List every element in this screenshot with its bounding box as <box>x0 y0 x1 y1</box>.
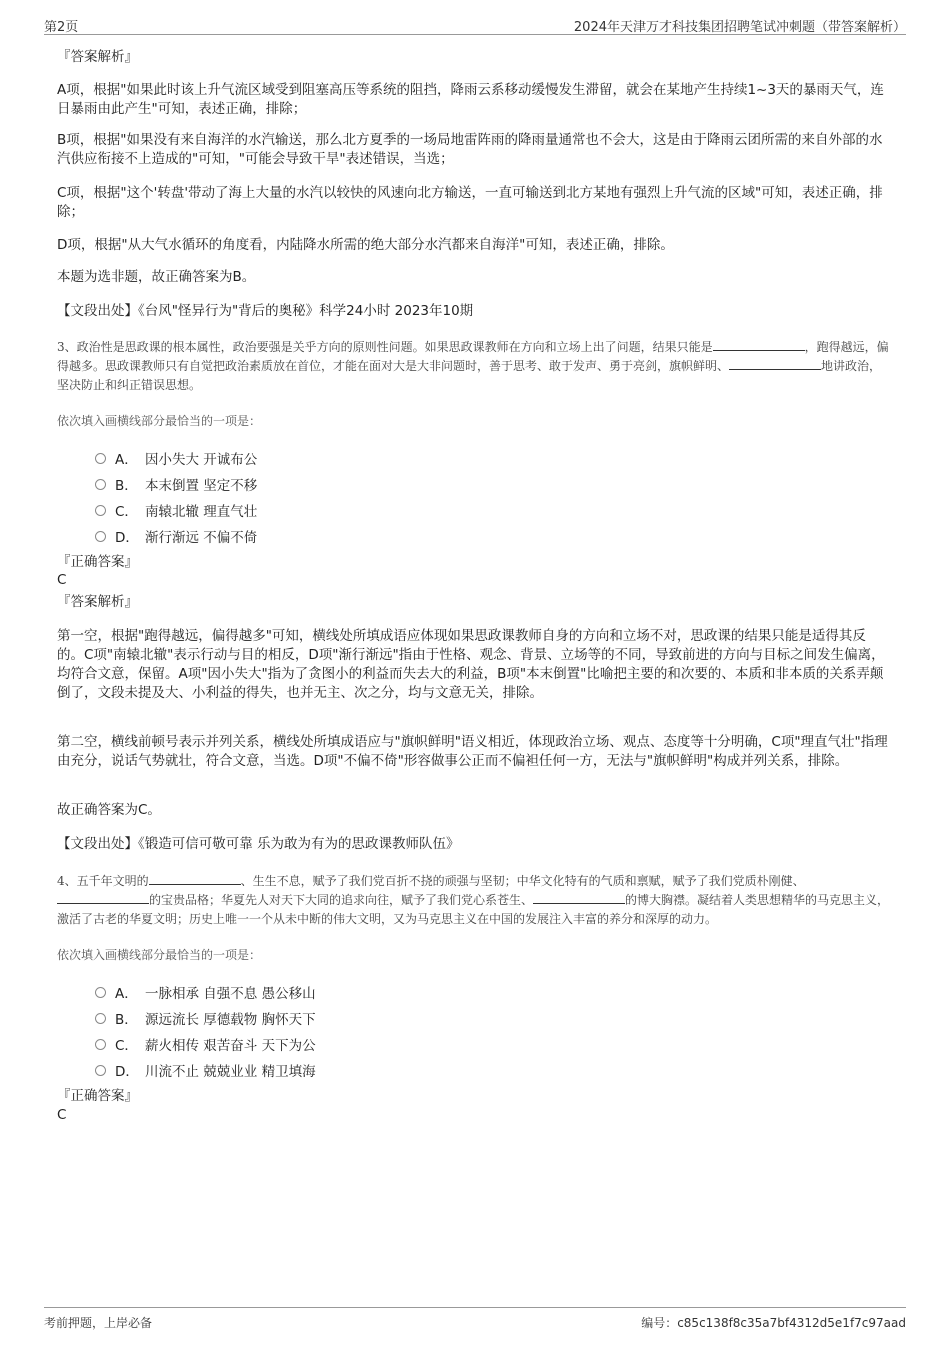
document-title: 2024年天津万才科技集团招聘笔试冲刺题（带答案解析） <box>573 20 906 35</box>
q3-blank-2 <box>729 357 821 370</box>
q2-conclusion: 本题为选非题，故正确答案为B。 <box>57 269 256 285</box>
q3-answer: C <box>57 572 67 588</box>
q3-blank-1 <box>713 338 805 351</box>
q2-analysis-d: D项，根据"从大气水循环的角度看，内陆降水所需的绝大部分水汽都来自海洋"可知，表述正确，排除。 <box>57 237 674 253</box>
radio-icon[interactable] <box>95 531 106 542</box>
q3-stem: 3、政治性是思政课的根本属性，政治要强是关乎方向的原则性问题。如果思政课教师在方向和立场上出了问题，结果只能是 ，跑得越远，偏得越多。思政课教师只有自觉把政治素质放在首位，才能在面对大是大非问题时，善于思考、敢于发声、勇于亮剑，旗帜鲜明、 地讲政治，坚决防止和纠正错误思想。 <box>57 340 889 392</box>
radio-icon[interactable] <box>95 1013 106 1024</box>
q3-source: 【文段出处】《锻造可信可敬可靠 乐为敢为有为的思政课教师队伍》 <box>57 836 460 852</box>
radio-icon[interactable] <box>95 1039 106 1050</box>
q3-prompt: 依次填入画横线部分最恰当的一项是： <box>57 414 262 428</box>
q2-analysis-label: 『答案解析』 <box>57 49 138 65</box>
page-number: 第2页 <box>44 20 79 35</box>
q3-analysis-label: 『答案解析』 <box>57 594 138 610</box>
q4-answer-label: 『正确答案』 <box>57 1088 138 1104</box>
q4-stem: 4、五千年文明的 、生生不息，赋予了我们党百折不挠的顽强与坚韧；中华文化特有的气质和禀赋，赋予了我们党质朴刚健、的宝贵品格；华夏先人对天下大同的追求向往，赋予了我们党心系苍生、 的博大胸襟。凝结着人类思想精华的马克思主义，激活了古老的华夏文明；历史上唯一一个从未中断的伟大文明，又为马克思主义在中国的发展注入丰富的养分和深厚的动力。 <box>57 874 890 926</box>
q2-analysis-a: A项，根据"如果此时该上升气流区域受到阻塞高压等系统的阻挡，降雨云系移动缓慢发生滞留，就会在某地产生持续1~3天的暴雨天气，连日暴雨由此产生"可知，表述正确，排除； <box>57 82 884 117</box>
q2-source: 【文段出处】《台风"怪异行为"背后的奥秘》科学24小时 2023年10期 <box>57 303 474 319</box>
footer-slogan: 考前押题，上岸必备 <box>44 1316 153 1330</box>
q3-analysis-1: 第一空，根据"跑得越远，偏得越多"可知，横线处所填成语应体现如果思政课教师自身的方向和立场不对，思政课的结果只能是适得其反的。C项"南辕北辙"表示行动与目的相反，D项"渐行渐远"指由于性格、观念、背景、立场等的不同，导致前进的方向与目标之间发生偏离，均符合文意，保留。A项"因小失大"指为了贪图小的利益而失去大的利益，B项"本末倒置"比喻把主要的和次要的、本质和非本质的关系弄颠倒了，文段未提及大、小利益的得失，也并无主、次之分，均与文意无关，排除。 <box>57 628 885 701</box>
q4-option-c[interactable]: C． 薪火相传 艰苦奋斗 天下为公 <box>95 1033 595 1055</box>
q4-answer: C <box>57 1107 67 1123</box>
q4-blank-2 <box>57 891 149 904</box>
q4-option-b[interactable]: B． 源远流长 厚德载物 胸怀天下 <box>95 1007 595 1029</box>
q3-answer-label: 『正确答案』 <box>57 554 138 570</box>
radio-icon[interactable] <box>95 987 106 998</box>
q4-option-d[interactable]: D． 川流不止 兢兢业业 精卫填海 <box>95 1059 595 1081</box>
page-header <box>44 14 906 35</box>
q3-conclusion: 故正确答案为C。 <box>57 802 161 818</box>
q3-option-a[interactable]: A． 因小失大 开诚布公 <box>95 447 595 469</box>
page-footer <box>44 1307 906 1330</box>
q2-analysis-b: B项，根据"如果没有来自海洋的水汽输送，那么北方夏季的一场局地雷阵雨的降雨量通常也不会大，这是由于降雨云团所需的来自外部的水汽供应衔接不上造成的"可知，"可能会导致干旱"表述错误，当选； <box>57 132 883 167</box>
q3-option-b[interactable]: B． 本末倒置 坚定不移 <box>95 473 595 495</box>
q4-blank-1 <box>149 872 241 885</box>
radio-icon[interactable] <box>95 505 106 516</box>
q4-blank-3 <box>533 891 625 904</box>
q3-option-c[interactable]: C． 南辕北辙 理直气壮 <box>95 499 595 521</box>
radio-icon[interactable] <box>95 479 106 490</box>
q3-analysis-2: 第二空，横线前顿号表示并列关系，横线处所填成语应与"旗帜鲜明"语义相近，体现政治立场、观点、态度等十分明确，C项"理直气壮"指理由充分，说话气势就壮，符合文意，当选。D项"不偏不倚"形容做事公正而不偏袒任何一方，无法与"旗帜鲜明"构成并列关系，排除。 <box>57 734 888 769</box>
q2-analysis-c: C项，根据"这个'转盘'带动了海上大量的水汽以较快的风速向北方输送，一直可输送到北方某地有强烈上升气流的区域"可知，表述正确，排除； <box>57 185 883 220</box>
q4-option-a[interactable]: A． 一脉相承 自强不息 愚公移山 <box>95 981 595 1003</box>
document-id: 编号：c85c138f8c35a7bf4312d5e1f7c97aad <box>641 1316 906 1330</box>
radio-icon[interactable] <box>95 1065 106 1076</box>
q3-option-d[interactable]: D． 渐行渐远 不偏不倚 <box>95 525 595 547</box>
q4-prompt: 依次填入画横线部分最恰当的一项是： <box>57 948 262 962</box>
radio-icon[interactable] <box>95 453 106 464</box>
